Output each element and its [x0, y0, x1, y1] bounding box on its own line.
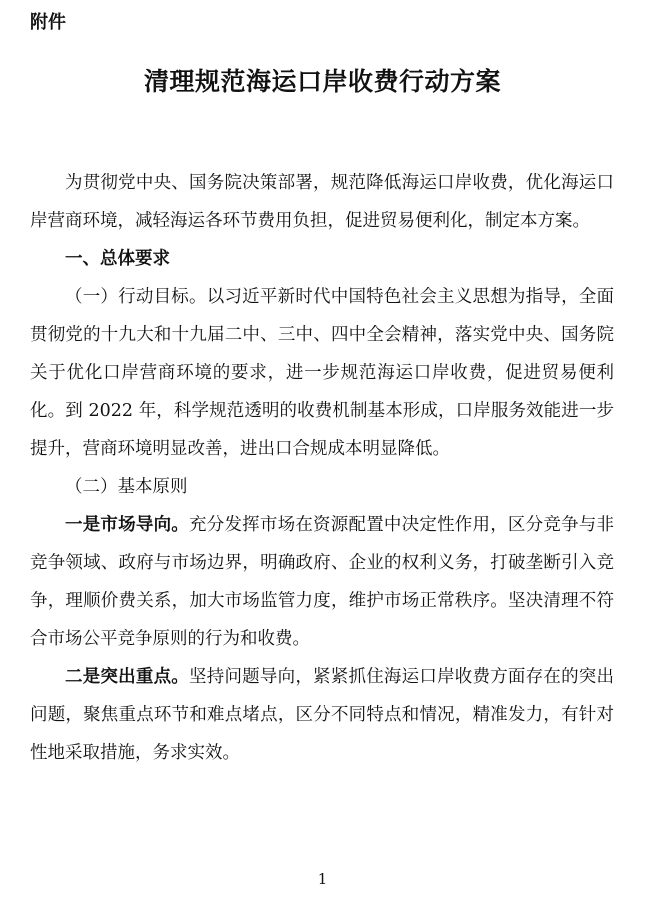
page-number: 1: [317, 870, 328, 888]
focus-principle-lead: 二是突出重点。: [65, 667, 190, 687]
section-heading-general-requirements: 一、总体要求: [65, 249, 170, 269]
principles-heading: （二）基本原则: [65, 477, 188, 497]
goal-paragraph: （一）行动目标。以习近平新时代中国特色社会主义思想为指导，全面贯彻党的十九大和十九届二中、三中、四中全会精神，落实党中央、国务院关于优化口岸营商环境的要求，进一步规范海运口岸收费，促进贸易便利化。到 2022 年，科学规范透明的收费机制基本形成，口岸服务效能进一步提升，营商环境明显改善，进出口合规成本明显降低。: [30, 287, 614, 459]
market-principle-paragraph: [30, 506, 614, 658]
market-principle-lead: 一是市场导向。: [65, 515, 190, 535]
document-body: [30, 164, 614, 772]
focus-principle-text: 坚持问题导向，紧紧抓住海运口岸收费方面存在的突出问题，聚焦重点环节和难点堵点，区分不同特点和情况，精准发力，有针对性地采取措施，务求实效。: [30, 667, 615, 763]
document-title: 清理规范海运口岸收费行动方案: [143, 67, 501, 96]
attachment-label: 附件: [30, 12, 66, 33]
focus-principle-paragraph: [30, 658, 614, 772]
intro-paragraph: 为贯彻党中央、国务院决策部署，规范降低海运口岸收费，优化海运口岸营商环境，减轻海运各环节费用负担，促进贸易便利化，制定本方案。: [30, 173, 614, 231]
market-principle-text: 充分发挥市场在资源配置中决定性作用，区分竞争与非竞争领域、政府与市场边界，明确政府、企业的权利义务，打破垄断引入竞争，理顺价费关系，加大市场监管力度，维护市场正常秩序。坚决清理不符合市场公平竞争原则的行为和收费。: [30, 515, 615, 649]
